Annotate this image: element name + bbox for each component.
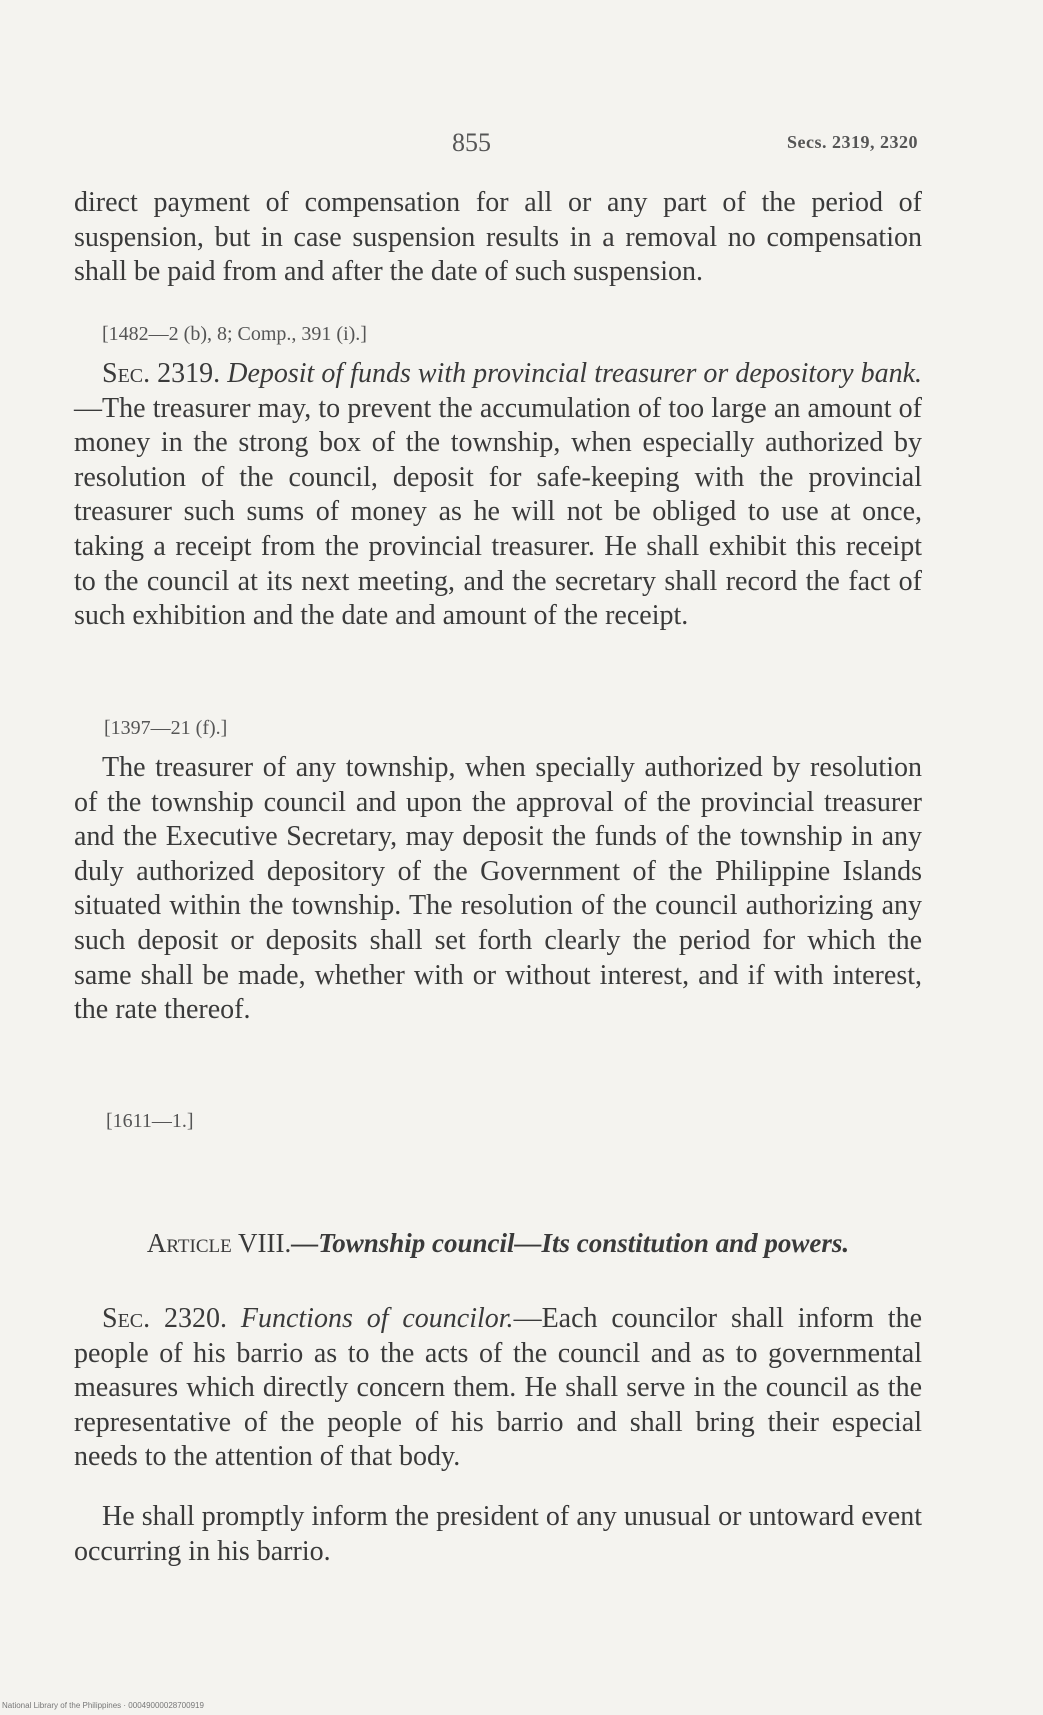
paragraph-continuation: direct payment of compensation for all or any part of the period of suspension, but in case suspension results in a removal no compensation shall be paid from and after the date of such suspension. bbox=[74, 187, 922, 288]
section-2319 bbox=[74, 357, 922, 634]
citation-2: [1397—21 (f).] bbox=[104, 717, 228, 739]
section-2320-body: —Each councilor shall inform the people of his barrio as to the acts of the council and as to governmental measures which directly concern them. He shall serve in the council as the representative of the people of his barrio and shall bring their especial needs to the attention of that body. bbox=[74, 1303, 922, 1473]
running-head: Secs. 2319, 2320 bbox=[787, 132, 918, 152]
paragraph-township-deposit: The treasurer of any township, when specially authorized by resolution of the township council and upon the approval of the provincial treasurer and the Executive Secretary, may deposit the funds of the township in any duly authorized depository of the Government of the Philippine Islands situated within the township. The resolution of the council authorizing any such deposit or deposits shall set forth clearly the period for which the same shall be made, whether with or without interest, and if with interest, the rate thereof. bbox=[74, 752, 922, 1026]
paragraph-promptly-inform: He shall promptly inform the president of any unusual or untoward event occurring in his barrio. bbox=[74, 1501, 922, 1567]
page-number: 855 bbox=[452, 128, 491, 157]
section-2319-body: —The treasurer may, to prevent the accumulation of too large an amount of money in the strong box of the township, when especially authorized by resolution of the council, deposit for safe-keeping with the provincial treasurer such sums of money as he will not be obliged to use at once, taking a receipt from the provincial treasurer. He shall exhibit this receipt to the council at its next meeting, and the secretary shall record the fact of such exhibition and the date and amount of the receipt. bbox=[74, 392, 922, 632]
footer-note: National Library of the Philippines · 00049000028700919 bbox=[2, 1701, 204, 1710]
article-heading: —Township council—Its constitution and powers. bbox=[291, 1228, 850, 1258]
article-title bbox=[74, 1228, 922, 1259]
section-2319-label: Sec. 2319. bbox=[102, 358, 221, 389]
section-2320 bbox=[74, 1302, 922, 1475]
section-2320-heading: Functions of councilor. bbox=[240, 1303, 514, 1334]
section-2320-label: Sec. 2320. bbox=[102, 1303, 227, 1334]
article-label: Article VIII. bbox=[146, 1228, 292, 1258]
section-2319-heading: Deposit of funds with provincial treasurer or depository bank. bbox=[227, 358, 922, 389]
citation-1: [1482—2 (b), 8; Comp., 391 (i).] bbox=[102, 323, 367, 345]
citation-3: [1611—1.] bbox=[106, 1110, 194, 1132]
